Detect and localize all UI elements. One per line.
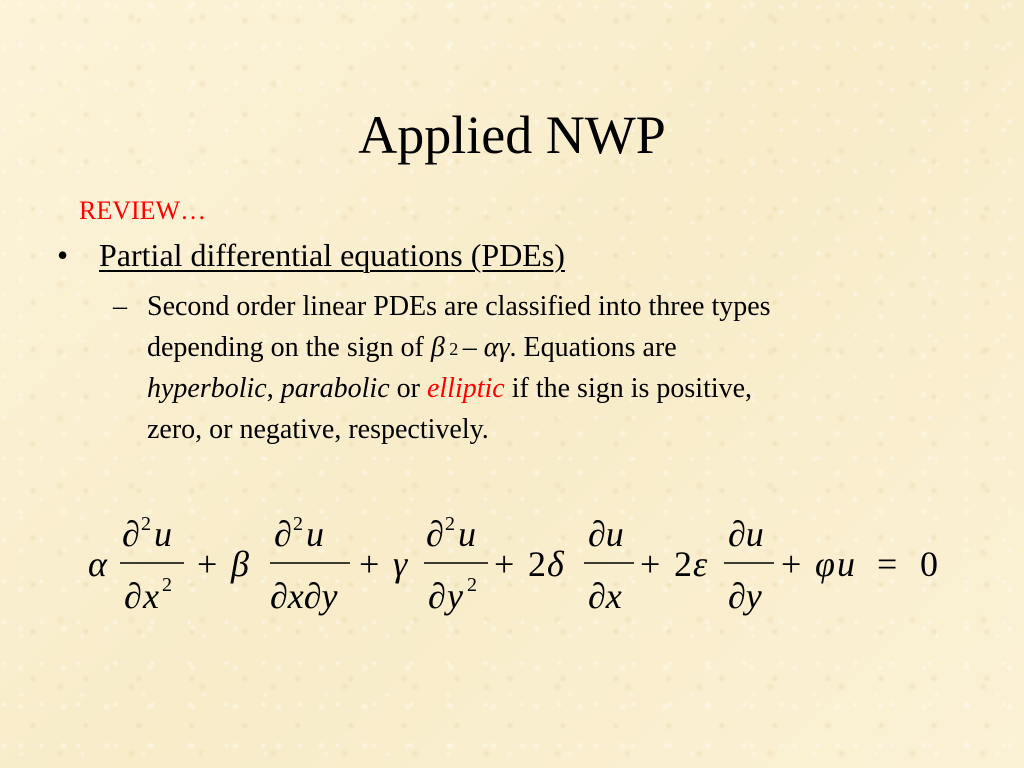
phi-variable: u <box>837 544 855 584</box>
term3-numerator-exponent: 2 <box>445 513 455 535</box>
plus-sign-3: + <box>494 544 515 584</box>
term3-denominator-exponent: 2 <box>467 574 477 596</box>
plus-sign-1: + <box>197 544 218 584</box>
alpha-coefficient: α <box>88 544 107 584</box>
sub-bullet-paragraph <box>147 286 913 450</box>
alpha-gamma-symbol: αγ <box>483 332 510 363</box>
term1-numerator-variable: u <box>154 514 172 554</box>
beta-coefficient: β <box>231 544 249 584</box>
bullet-text: Partial differential equations (PDEs) <box>99 237 565 273</box>
sub-bullet-line2-prefix: depending on the sign of <box>147 332 431 363</box>
term4-numerator: ∂u <box>588 514 624 554</box>
term1-numerator-exponent: 2 <box>141 513 151 535</box>
sub-bullet-line3-suffix: if the sign is positive, <box>504 373 753 404</box>
zero-value: 0 <box>920 544 938 584</box>
sub-bullet-line1: Second order linear PDEs are classified into three types <box>147 291 771 322</box>
plus-sign-4: + <box>640 544 661 584</box>
hyperbolic-term: hyperbolic <box>147 373 267 404</box>
phi-coefficient: φ <box>815 544 835 584</box>
plus-sign-5: + <box>781 544 802 584</box>
term1-numerator-partial: ∂ <box>122 514 140 554</box>
term5-numerator: ∂u <box>728 514 764 554</box>
parabolic-term: parabolic <box>280 373 390 404</box>
equals-sign: = <box>877 544 898 584</box>
bullet-marker: • <box>57 237 69 273</box>
term5-denominator: ∂y <box>728 576 762 616</box>
delta-coefficient: δ <box>547 544 564 584</box>
epsilon-coefficient: ε <box>693 544 708 584</box>
elliptic-term: elliptic <box>426 373 505 404</box>
minus-sign: – <box>462 332 484 363</box>
term3-denominator-variable: y <box>447 576 463 616</box>
slide-title: Applied NWP <box>358 105 666 165</box>
term1-denominator-partial: ∂ <box>124 576 142 616</box>
term3-numerator-variable: u <box>458 514 476 554</box>
term2-numerator-variable: u <box>306 514 324 554</box>
sub-bullet-marker: – <box>113 291 127 322</box>
term3-numerator-partial: ∂ <box>426 514 444 554</box>
term2-denominator: ∂x∂y <box>270 576 338 616</box>
sub-bullet-item <box>113 286 913 450</box>
pde-equation <box>88 508 958 618</box>
term3-denominator-partial: ∂ <box>428 576 446 616</box>
plus-sign-2: + <box>359 544 380 584</box>
gamma-coefficient: γ <box>393 544 408 584</box>
two-epsilon-coefficient: 2 <box>674 544 692 584</box>
beta-symbol: β <box>430 332 445 363</box>
sub-bullet-line4: zero, or negative, respectively. <box>147 414 489 445</box>
comma-separator: , <box>266 373 281 404</box>
term2-numerator-partial: ∂ <box>274 514 292 554</box>
term4-denominator: ∂x <box>588 576 622 616</box>
term1-denominator-exponent: 2 <box>162 574 172 596</box>
term2-numerator-exponent: 2 <box>293 513 303 535</box>
bullet-item <box>57 235 565 275</box>
equation-svg <box>88 508 958 618</box>
beta-exponent: 2 <box>444 339 463 359</box>
term1-denominator-variable: x <box>143 576 159 616</box>
sub-bullet-line2-suffix: . Equations are <box>509 332 677 363</box>
or-word: or <box>389 373 427 404</box>
two-delta-coefficient: 2 <box>528 544 546 584</box>
review-label: REVIEW… <box>79 196 207 225</box>
